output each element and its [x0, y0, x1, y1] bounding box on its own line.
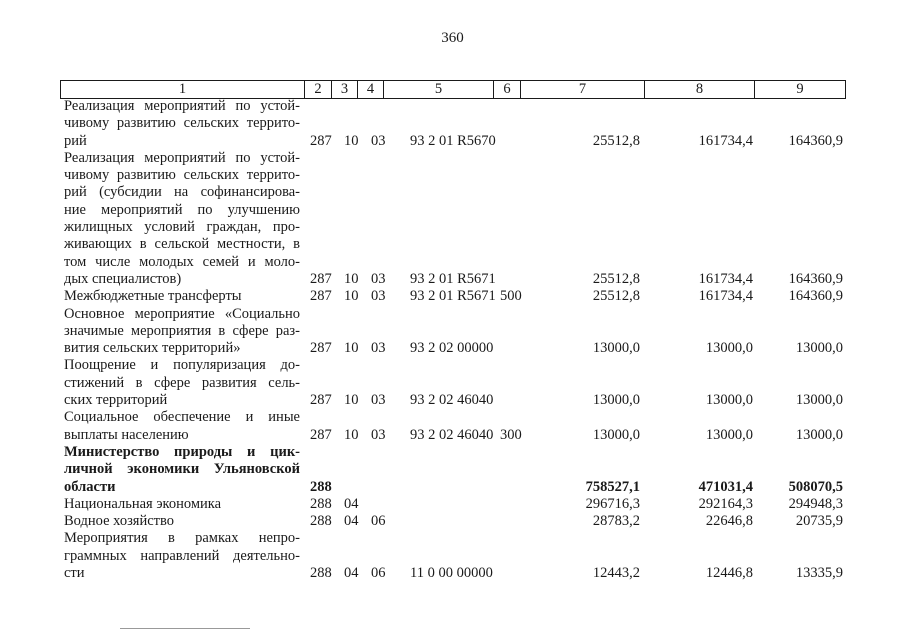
description-line: значимые мероприятия в сфере раз- — [64, 322, 300, 339]
cell-c2: 287 — [310, 270, 332, 287]
cell-c7: 296716,3 — [585, 495, 640, 512]
cell-c9: 294948,3 — [788, 495, 843, 512]
cell-c7: 13000,0 — [592, 340, 640, 357]
cell-c3: 10 — [344, 426, 359, 443]
row-description — [64, 444, 300, 496]
description-line: ние мероприятий по улучшению — [64, 201, 300, 218]
header-col-6: 6 — [494, 81, 521, 98]
cell-c5: 11 0 00 00000 — [410, 565, 493, 582]
header-col-5: 5 — [384, 81, 494, 98]
cell-c6: 300 — [500, 426, 522, 443]
cell-c5: 93 2 02 46040 — [410, 392, 494, 409]
description-line: Межбюджетные трансферты — [64, 288, 242, 305]
cell-c8: 22646,8 — [705, 513, 753, 530]
description-line: Национальная экономика — [64, 495, 222, 512]
description-line: Социальное обеспечение и иные — [64, 409, 300, 426]
description-line: живающих в сельской местности, в — [64, 236, 300, 253]
description-line: ских территорий — [64, 392, 168, 409]
row-description — [64, 288, 300, 305]
cell-c8: 292164,3 — [698, 495, 753, 512]
description-line: области — [64, 478, 116, 495]
cell-c5: 93 2 01 R5670 — [410, 132, 496, 149]
cell-c8: 13000,0 — [705, 392, 753, 409]
cell-c3: 04 — [344, 513, 359, 530]
cell-c7: 12443,2 — [592, 565, 640, 582]
cell-c8: 12446,8 — [705, 565, 753, 582]
cell-c8: 161734,4 — [698, 270, 753, 287]
cell-c8: 13000,0 — [705, 426, 753, 443]
cell-c8: 161734,4 — [698, 288, 753, 305]
cell-c4: 03 — [371, 270, 386, 287]
cell-c2: 288 — [310, 565, 332, 582]
description-line: жилищных условий граждан, про- — [64, 219, 300, 236]
header-col-7: 7 — [521, 81, 645, 98]
cell-c4: 03 — [371, 340, 386, 357]
cell-c4: 06 — [371, 513, 386, 530]
cell-c2: 287 — [310, 426, 332, 443]
table-row — [0, 357, 905, 409]
description-line: стижений в сфере развития сель- — [64, 374, 300, 391]
cell-c2: 288 — [310, 513, 332, 530]
row-description — [64, 98, 300, 150]
cell-c9: 13000,0 — [795, 426, 843, 443]
table-row — [0, 496, 905, 513]
description-line: том числе молодых семей и моло- — [64, 253, 300, 270]
cell-c3: 10 — [344, 270, 359, 287]
row-description — [64, 496, 300, 513]
cell-c7: 758527,1 — [585, 478, 640, 495]
row-description — [64, 150, 300, 288]
cell-c5: 93 2 01 R5671 — [410, 288, 496, 305]
cell-c8: 161734,4 — [698, 132, 753, 149]
description-line: чивому развитию сельских террито- — [64, 167, 300, 184]
table-row — [0, 409, 905, 444]
description-line: Водное хозяйство — [64, 513, 175, 530]
table-row — [0, 98, 905, 150]
cell-c3: 10 — [344, 392, 359, 409]
description-line: чивому развитию сельских террито- — [64, 115, 300, 132]
cell-c3: 04 — [344, 495, 359, 512]
row-description — [64, 357, 300, 409]
row-description — [64, 409, 300, 444]
cell-c9: 13000,0 — [795, 392, 843, 409]
description-line: граммных направлений деятельно- — [64, 547, 300, 564]
table-row — [0, 150, 905, 288]
description-line: Министерство природы и цик- — [64, 443, 300, 460]
cell-c2: 287 — [310, 132, 332, 149]
description-line: сти — [64, 565, 85, 582]
header-col-2: 2 — [305, 81, 332, 98]
cell-c2: 288 — [310, 478, 332, 495]
table-body — [0, 98, 905, 582]
cell-c9: 20735,9 — [795, 513, 843, 530]
cell-c4: 06 — [371, 565, 386, 582]
cell-c3: 10 — [344, 288, 359, 305]
table-row — [0, 288, 905, 305]
description-line: Мероприятия в рамках непро- — [64, 530, 300, 547]
cell-c9: 508070,5 — [788, 478, 843, 495]
description-line: личной экономики Ульяновской — [64, 461, 300, 478]
description-line: Реализация мероприятий по устой- — [64, 149, 300, 166]
table-row — [0, 513, 905, 530]
cell-c9: 164360,9 — [788, 132, 843, 149]
header-col-4: 4 — [358, 81, 384, 98]
cell-c2: 287 — [310, 340, 332, 357]
cell-c9: 13000,0 — [795, 340, 843, 357]
header-col-9: 9 — [796, 81, 804, 97]
cell-c4: 03 — [371, 392, 386, 409]
cell-c7: 25512,8 — [592, 288, 640, 305]
description-line: выплаты населению — [64, 426, 189, 443]
cell-c7: 28783,2 — [592, 513, 640, 530]
cell-c7: 13000,0 — [592, 392, 640, 409]
cell-c8: 13000,0 — [705, 340, 753, 357]
table-row — [0, 530, 905, 582]
row-description — [64, 530, 300, 582]
description-line: Поощрение и популяризация до- — [64, 357, 300, 374]
cell-c5: 93 2 02 00000 — [410, 340, 494, 357]
description-line: дых специалистов) — [64, 270, 182, 287]
table-row — [0, 444, 905, 496]
description-line: рий — [64, 132, 87, 149]
cell-c6: 500 — [500, 288, 522, 305]
cell-c7: 13000,0 — [592, 426, 640, 443]
page-number: 360 — [441, 30, 464, 46]
row-description — [64, 306, 300, 358]
cell-c3: 10 — [344, 132, 359, 149]
cell-c4: 03 — [371, 132, 386, 149]
cell-c5: 93 2 02 46040 — [410, 426, 494, 443]
header-col-3: 3 — [332, 81, 358, 98]
cell-c7: 25512,8 — [592, 270, 640, 287]
table-row — [0, 306, 905, 358]
cell-c7: 25512,8 — [592, 132, 640, 149]
cell-c4: 03 — [371, 288, 386, 305]
table-header — [60, 80, 846, 99]
header-col-8: 8 — [645, 81, 755, 98]
cell-c3: 04 — [344, 565, 359, 582]
row-description — [64, 513, 300, 530]
cell-c4: 03 — [371, 426, 386, 443]
cell-c3: 10 — [344, 340, 359, 357]
cell-c9: 164360,9 — [788, 288, 843, 305]
cell-c2: 287 — [310, 288, 332, 305]
cell-c8: 471031,4 — [698, 478, 753, 495]
cell-c5: 93 2 01 R5671 — [410, 270, 496, 287]
header-col-1: 1 — [61, 81, 305, 98]
description-line: рий (субсидии на софинансирова- — [64, 184, 300, 201]
cell-c2: 288 — [310, 495, 332, 512]
cell-c9: 13335,9 — [795, 565, 843, 582]
cell-c2: 287 — [310, 392, 332, 409]
description-line: Реализация мероприятий по устой- — [64, 98, 300, 114]
cell-c9: 164360,9 — [788, 270, 843, 287]
footer-divider — [120, 628, 250, 629]
description-line: Основное мероприятие «Социально — [64, 305, 300, 322]
description-line: вития сельских территорий» — [64, 340, 241, 357]
